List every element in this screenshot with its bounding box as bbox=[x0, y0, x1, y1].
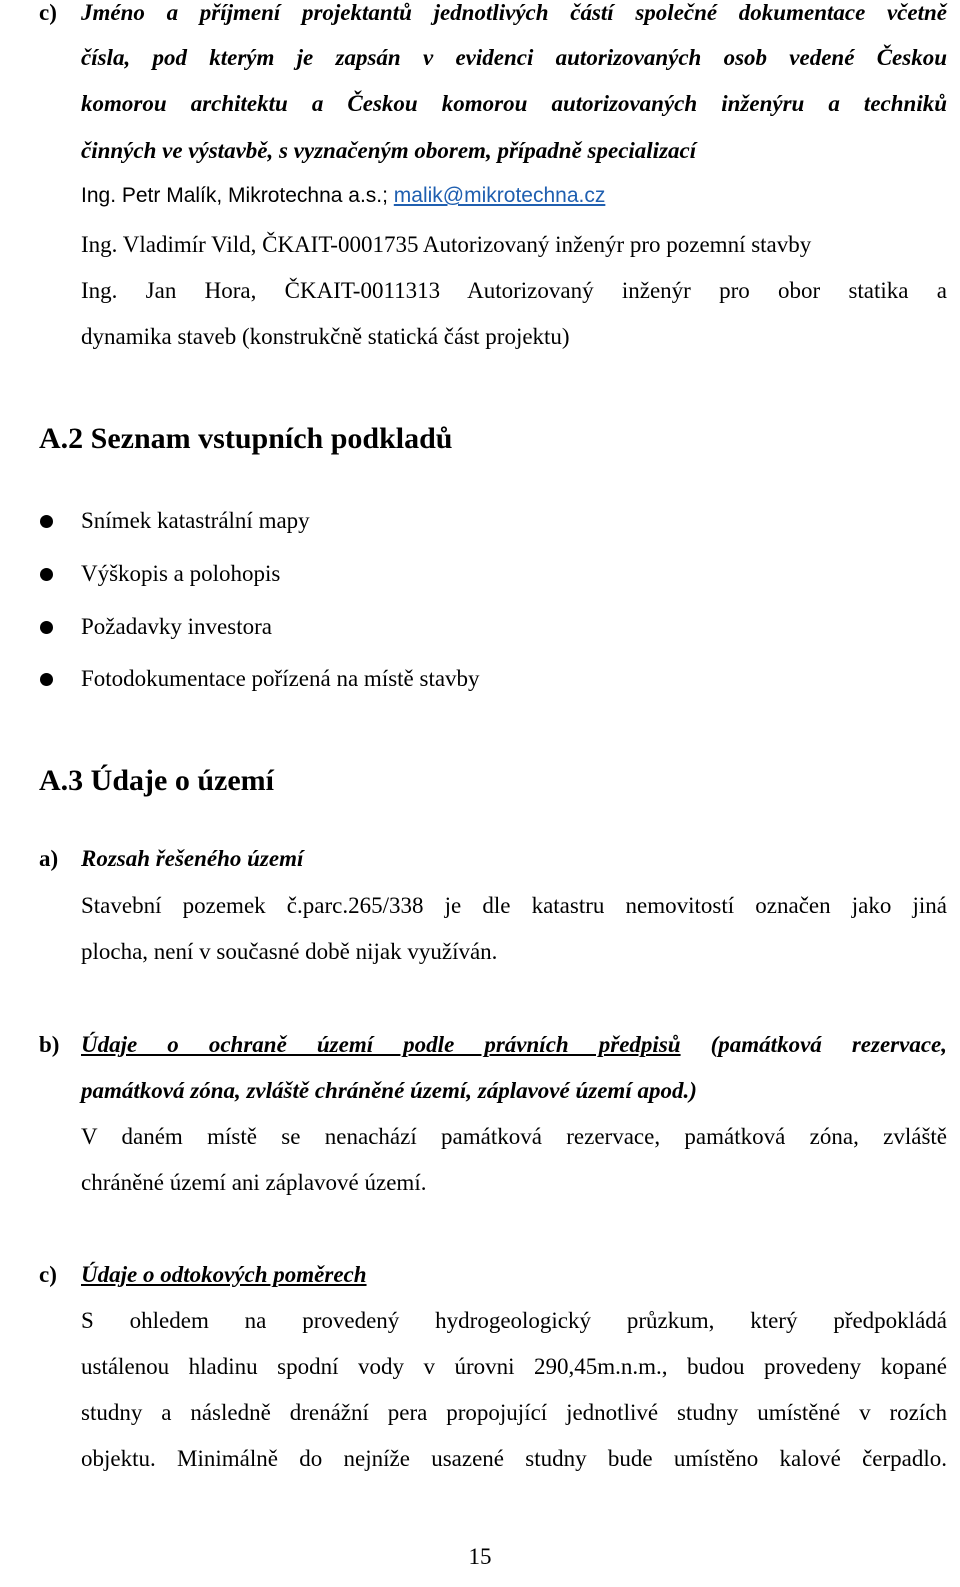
subsection-c-label: c) bbox=[39, 1262, 57, 1287]
subsection-a-line-2: plocha, není v současné době nijak využíván. bbox=[81, 939, 498, 964]
authors-heading-line-1: Jméno a příjmení projektantů jednotlivých částí společné dokumentace včetně bbox=[81, 0, 947, 25]
author-person-1 bbox=[81, 184, 605, 208]
author-person-3-line-1: Ing. Jan Hora, ČKAIT-0011313 Autorizovaný inženýr pro obor statika a bbox=[81, 278, 947, 303]
subsection-b-line-2: chráněné území ani záplavové území. bbox=[81, 1170, 427, 1195]
subsection-a-title: Rozsah řešeného území bbox=[81, 846, 304, 871]
list-item: Fotodokumentace pořízená na místě stavby bbox=[81, 666, 480, 691]
subsection-b-line-1: V daném místě se nenachází památková rezervace, památková zóna, zvláště bbox=[81, 1124, 947, 1149]
bullet-icon bbox=[40, 515, 53, 528]
list-item: Snímek katastrální mapy bbox=[81, 508, 310, 533]
subsection-b-title-underlined: Údaje o ochraně území podle právních předpisů bbox=[81, 1032, 681, 1057]
bullet-icon bbox=[40, 621, 53, 634]
section-a3-heading: A.3 Údaje o území bbox=[39, 764, 274, 797]
bullet-icon bbox=[40, 673, 53, 686]
subsection-a-label: a) bbox=[39, 846, 59, 871]
subsection-c-line-1: S ohledem na provedený hydrogeologický průzkum, který předpokládá bbox=[81, 1308, 947, 1333]
authors-heading-line-4: činných ve výstavbě, s vyznačeným oborem, případně specializací bbox=[81, 138, 697, 163]
subsection-b-title-line-2: památková zóna, zvláště chráněné území, záplavové území apod.) bbox=[81, 1078, 697, 1103]
subsection-a-line-1: Stavební pozemek č.parc.265/338 je dle katastru nemovitostí označen jako jiná bbox=[81, 893, 947, 918]
author-person-1-text: Ing. Petr Malík, Mikrotechna a.s.; bbox=[81, 184, 394, 207]
list-item: Požadavky investora bbox=[81, 614, 272, 639]
subsection-c-title: Údaje o odtokových poměrech bbox=[81, 1262, 367, 1287]
authors-heading-line-3: komorou architektu a Českou komorou autorizovaných inženýru a techniků bbox=[81, 91, 947, 116]
subsection-c-line-4: objektu. Minimálně do nejníže usazené studny bude umístěno kalové čerpadlo. bbox=[81, 1446, 947, 1471]
authors-heading-line-2: čísla, pod kterým je zapsán v evidenci autorizovaných osob vedené Českou bbox=[81, 45, 947, 70]
author-person-3-line-2: dynamika staveb (konstrukčně statická část projektu) bbox=[81, 324, 570, 349]
author-person-2: Ing. Vladimír Vild, ČKAIT-0001735 Autorizovaný inženýr pro pozemní stavby bbox=[81, 232, 812, 257]
subsection-b-title-rest: (památková rezervace, bbox=[680, 1032, 947, 1057]
author-person-1-email-link[interactable]: malik@mikrotechna.cz bbox=[393, 184, 606, 207]
subsection-c-line-3: studny a následně drenážní pera propojující jednotlivé studny umístěné v rozích bbox=[81, 1400, 947, 1425]
section-c-label: c) bbox=[39, 0, 57, 25]
list-item: Výškopis a polohopis bbox=[81, 561, 281, 586]
section-a2-heading: A.2 Seznam vstupních podkladů bbox=[39, 422, 453, 455]
subsection-b-title-line-1 bbox=[81, 1032, 947, 1058]
page-number: 15 bbox=[468, 1544, 492, 1569]
bullet-icon bbox=[40, 568, 53, 581]
subsection-b-label: b) bbox=[39, 1032, 60, 1057]
subsection-c-line-2: ustálenou hladinu spodní vody v úrovni 290,45m.n.m., budou provedeny kopané bbox=[81, 1354, 947, 1379]
